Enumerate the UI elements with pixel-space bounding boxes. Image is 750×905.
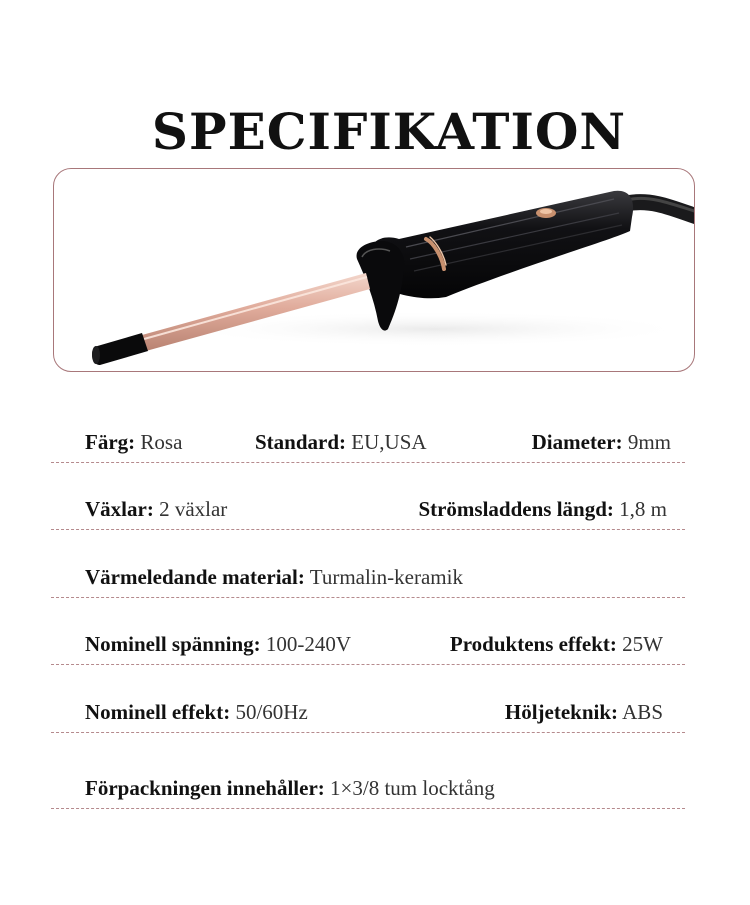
spec-voltage (85, 624, 351, 664)
spec-package-value: 1×3/8 tum locktång (330, 776, 495, 800)
spec-housing-label: Höljeteknik: (504, 700, 619, 724)
spec-package (85, 768, 495, 808)
spec-material-label: Värmeledande material: (85, 565, 305, 589)
spec-frequency (85, 692, 308, 732)
spec-standard-label: Standard: (255, 430, 347, 454)
spec-frequency-value: 50/60Hz (235, 700, 308, 724)
spec-cord-length (418, 489, 667, 529)
spec-switches (85, 489, 227, 529)
spec-cord-length-value: 1,8 m (619, 497, 667, 521)
spec-package-label: Förpackningen innehåller: (85, 776, 325, 800)
product-image-frame (53, 168, 695, 372)
spec-standard-value: EU,USA (351, 430, 427, 454)
spec-voltage-value: 100-240V (265, 632, 352, 656)
spec-diameter (532, 422, 671, 462)
spec-standard (255, 422, 427, 462)
spec-row-4 (51, 624, 685, 665)
spec-row-6 (51, 768, 685, 809)
spec-color-value: Rosa (140, 430, 183, 454)
spec-switches-value: 2 växlar (159, 497, 228, 521)
spec-row-5 (51, 692, 685, 733)
spec-voltage-label: Nominell spänning: (85, 632, 261, 656)
spec-power (450, 624, 663, 664)
spec-material (85, 557, 463, 597)
spec-diameter-label: Diameter: (531, 430, 623, 454)
spec-row-3 (51, 557, 685, 598)
curling-iron-icon (54, 169, 694, 371)
spec-row-2 (51, 489, 685, 530)
page-title: SPECIFIKATION (151, 101, 627, 161)
spec-power-value: 25W (622, 632, 663, 656)
spec-color (85, 422, 182, 462)
spec-power-label: Produktens effekt: (449, 632, 617, 656)
spec-diameter-value: 9mm (627, 430, 671, 454)
spec-housing-value: ABS (622, 700, 663, 724)
spec-frequency-label: Nominell effekt: (85, 700, 231, 724)
spec-cord-length-label: Strömsladdens längd: (418, 497, 614, 521)
spec-color-label: Färg: (85, 430, 136, 454)
spec-switches-label: Växlar: (85, 497, 154, 521)
spec-housing (505, 692, 663, 732)
spec-material-value: Turmalin-keramik (309, 565, 463, 589)
spec-row-1 (51, 422, 685, 463)
